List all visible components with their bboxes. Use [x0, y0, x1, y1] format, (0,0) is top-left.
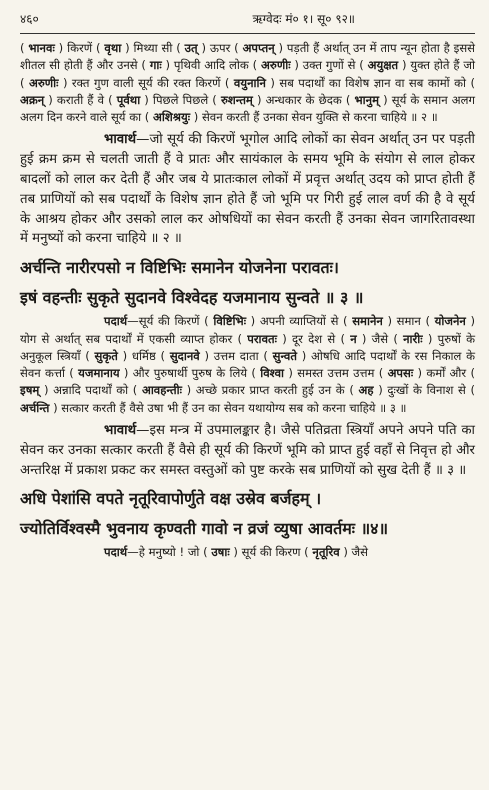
text-run: ) ओषधि आदि पदार्थों के रस निकाल के सेवन कर्त्ता ( — [20, 348, 476, 381]
text-run: ) धर्मिष्ठ ( — [117, 348, 170, 363]
sanskrit-term: अर्चन्ति — [20, 400, 50, 415]
text-run: ) योग से अर्थात् सब पदार्थों में एकसी व्याप्त होकर ( — [20, 314, 476, 346]
sanskrit-term: उत् — [184, 41, 198, 55]
sanskrit-term: भानुम् — [354, 92, 380, 107]
text-run: ) किरणें ( — [54, 41, 105, 55]
text-run: —हे मनुष्यो ! जो ( — [127, 545, 212, 560]
sanskrit-term: भानवः — [28, 41, 55, 55]
text-run: ) युक्त होते हैं जो ( — [20, 58, 475, 90]
text-run: ) ऊपर ( — [197, 41, 243, 55]
sanskrit-term: उषाः — [211, 545, 230, 560]
sanskrit-term: परावतः — [247, 331, 277, 346]
text-run: ) उत्तम दाता ( — [199, 348, 273, 363]
text-run: ) और पुरुषार्थी पुरुष के लिये ( — [119, 366, 261, 381]
text-run: ) पृथिवी आदि लोक ( — [161, 58, 262, 73]
sanskrit-term: न — [350, 331, 357, 346]
sanskrit-term: गाः — [149, 58, 162, 73]
mantra-line: इषं वहन्तीः सुकृते सुदानवे विश्वेदह यजमानाय सुन्वते ॥ ३ ॥ — [20, 288, 364, 308]
text-run: ) दूर देश से ( — [276, 331, 351, 346]
text-run: ) पिछले पिछले ( — [140, 92, 221, 107]
sanskrit-term: नृतूरिव — [312, 545, 340, 560]
sanskrit-term: सुकृते — [94, 348, 118, 363]
sanskrit-term: सुदानवे — [169, 348, 200, 363]
spacer — [20, 562, 475, 566]
sanskrit-term: अरुणीः — [261, 58, 291, 73]
text-run: ) अन्धकार के छेदक ( — [252, 92, 355, 107]
sanskrit-term: आवहन्तीः — [141, 383, 182, 398]
sanskrit-term: इषम् — [20, 383, 40, 398]
sanskrit-term: योजनेन — [434, 314, 466, 329]
sanskrit-term: वृथा — [104, 41, 122, 55]
text-run: ) सत्कार करती हैं वैसे उषा भी हैं उन का सेवन यथायोग्य सब को करना चाहिये ॥ ३ ॥ — [49, 400, 407, 415]
sanskrit-term: यजमानाय — [78, 366, 120, 381]
text-run: ) पड़ती हैं अर्थात् उन में ताप न्यून होता है इससे शीतल सी होती हैं और उनसे ( — [20, 41, 475, 73]
paragraph — [20, 421, 475, 480]
text-run: ) जैसे ( — [356, 331, 404, 346]
header-rule — [20, 33, 475, 34]
mantra-verse — [20, 253, 475, 313]
mantra-line: अर्चन्ति नारीरपसो न विष्टिभिः समानेन योजनेना परावतः। — [20, 258, 339, 278]
paragraph — [20, 130, 475, 249]
sanskrit-term: अक्रन् — [20, 92, 45, 107]
sanskrit-term: विष्टिभिः — [213, 314, 247, 329]
text-run: ) कराती हैं वे ( — [44, 92, 117, 107]
mantra-verse — [20, 484, 475, 544]
text-run: ) जैसे — [339, 545, 368, 560]
paragraph — [20, 313, 475, 417]
running-head: ऋग्वेदः मं० १। सू० ९२॥ — [252, 12, 355, 26]
text-run: —सूर्य की किरणें ( — [127, 314, 214, 329]
mantra-line: ज्योतिर्विश्वस्मै भुवनाय कृण्वती गावो न व्रजं व्युषा आवर्तमः ॥४॥ — [20, 519, 389, 539]
text-run: —इस मन्त्र में उपमालङ्कार है। जैसे पतिव्रता स्त्रियाँ अपने अपने पति का सेवन कर उनका सत्कार करती हैं वैसे ही सूर्य की किरणें भूमि को प्राप्त हुई वहाँ से निवृत्त हो और अन्तरिक्ष में प्रकाश प्रकट कर समस्त वस्तुओं को पुष्ट करके सब प्राणियों को सुख देती हैं ॥ ३ ॥ — [20, 423, 475, 478]
sanskrit-term: अयुक्षत — [367, 58, 399, 73]
text-run: ) अच्छे प्रकार प्राप्त करती हुई उन के ( — [181, 383, 359, 398]
sanskrit-term: पूर्वथा — [116, 92, 141, 107]
text-run: ) समान ( — [382, 314, 435, 329]
sanskrit-term: सुन्वते — [272, 348, 297, 363]
section-label: पदार्थ — [104, 314, 128, 329]
text-run: ) पुरुषों के अनुकूल स्त्रियाँ ( — [20, 331, 475, 363]
sanskrit-term: रुशन्तम् — [220, 92, 253, 107]
sanskrit-term: अपसः — [387, 366, 414, 381]
sanskrit-term: नारीः — [403, 331, 423, 346]
text-run: ) दुःखों के विनाश से ( — [373, 383, 475, 398]
sanskrit-term: समानेन — [352, 314, 383, 329]
sanskrit-term: विश्वा — [260, 366, 285, 381]
section-label: पदार्थ — [104, 545, 128, 560]
text-run: ) अन्नादि पदार्थों को ( — [39, 383, 142, 398]
page-number: ४६० — [20, 12, 39, 26]
text-run: ) रक्त गुण वाली सूर्य की रक्त किरणें ( — [58, 75, 234, 90]
text-run: ) अपनी व्याप्तियों से ( — [246, 314, 353, 329]
text-run: ) सब पदार्थों का विशेष ज्ञान वा सब कामों को ( — [265, 75, 476, 90]
sanskrit-term: वयुनानि — [233, 75, 266, 90]
text-run: ) सूर्य की किरण ( — [229, 545, 313, 560]
text-run: —जो सूर्य की किरणें भूगोल आदि लोकों का सेवन अर्थात् उन पर पड़ती हुई क्रम क्रम से चलती जाती हैं वे प्रातः और सायंकाल के समय भूमि के संयोग से लाल होकर बादलों को लाल कर देती हैं और जब ये प्रातःकाल लोकों में प्रवृत्त अर्थात् उदय को प्राप्त होती हैं तब प्राणियों को सब पदार्थों के विशेष ज्ञान होते हैं जो भूमि पर गिरी हुई लाल वर्ण की है वे सूर्य के आश्रय होकर और उसको लाल कर ओषधियों का सेवन करती हैं उनका सेवन जागरितावस्था में मनुष्यों को करना चाहिये ॥ २ ॥ — [20, 132, 475, 247]
page-header — [20, 10, 475, 30]
paragraph — [20, 544, 475, 561]
sanskrit-term: अह — [358, 383, 374, 398]
section-label: भावार्थ — [104, 423, 137, 439]
page-content — [20, 40, 475, 566]
text-run: ) मिथ्या सी ( — [121, 41, 185, 55]
mantra-line: अधि पेशांसि वपते नृतूरिवापोर्णुते वक्ष उस्रेव बर्जहम् । — [20, 489, 322, 509]
paragraph — [20, 40, 475, 126]
text-run: ) सेवन करती हैं उनका सेवन युक्ति से करना चाहिये ॥ २ ॥ — [190, 110, 438, 125]
sanskrit-term: अपप्तन् — [242, 41, 275, 55]
text-run: ) समस्त उत्तम उत्तम ( — [284, 366, 388, 381]
text-run: ) सूर्य के समान अलग अलग दिन करने वाले सूर्य का ( — [20, 92, 475, 125]
text-run: ) उक्त गुणों से ( — [290, 58, 368, 73]
sanskrit-term: अरुणीः — [28, 75, 59, 90]
text-run: ( — [20, 41, 29, 55]
sanskrit-term: अशिश्रयुः — [153, 110, 191, 125]
text-run: ) कर्मों और ( — [413, 366, 476, 381]
section-label: भावार्थ — [104, 132, 137, 148]
